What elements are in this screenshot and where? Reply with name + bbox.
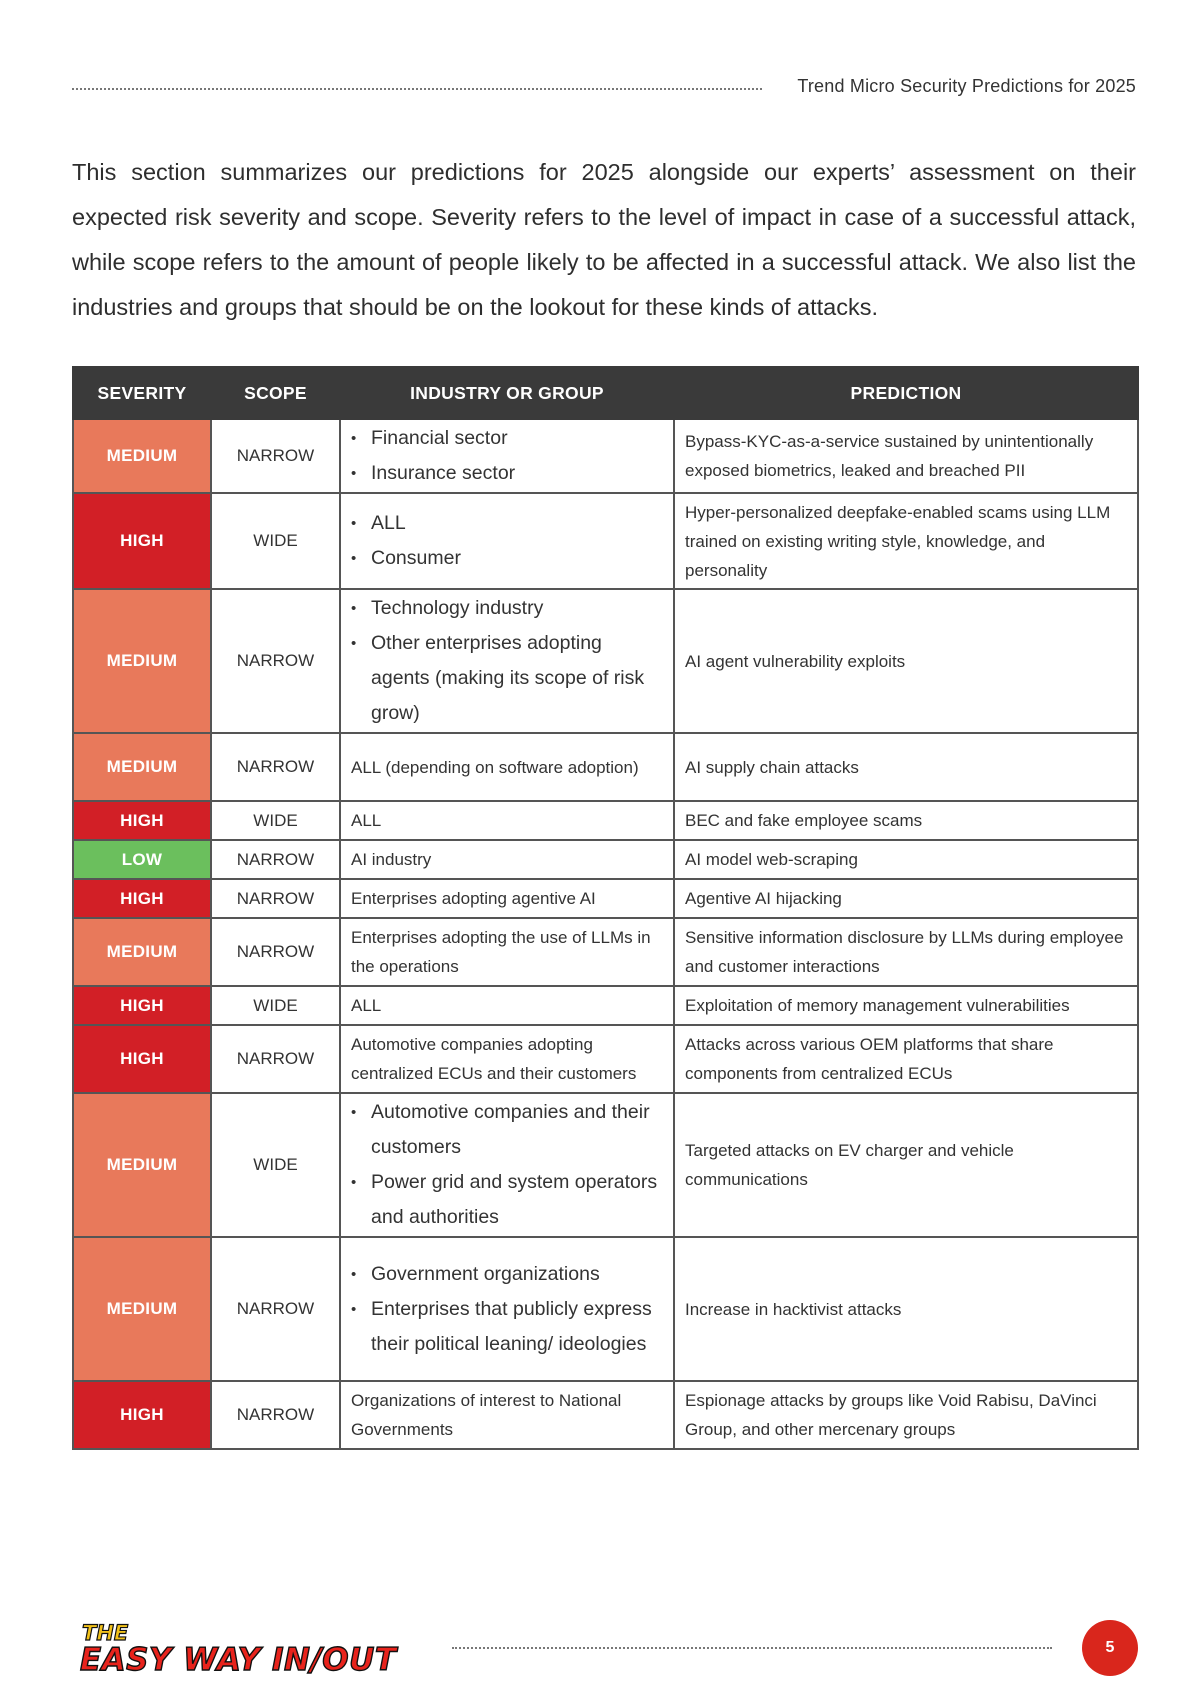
scope-cell: NARROW bbox=[211, 918, 340, 986]
predictions-table bbox=[72, 366, 1139, 1450]
page-number-badge: 5 bbox=[1082, 1620, 1138, 1676]
header-industry: INDUSTRY OR GROUP bbox=[340, 367, 674, 419]
severity-badge: MEDIUM bbox=[73, 589, 211, 733]
table-row bbox=[73, 1237, 1138, 1381]
industry-cell: ALL bbox=[340, 801, 674, 840]
prediction-cell: Targeted attacks on EV charger and vehicle communications bbox=[674, 1093, 1138, 1237]
intro-paragraph: This section summarizes our predictions for 2025 alongside our experts’ assessment on their expected risk severity and scope. Severity refers to the level of impact in case of a successful attack, while scope refers to the amount of people likely to be affected in a successful attack. We also list the industries and groups that should be on the lookout for these kinds of attacks. bbox=[72, 159, 1136, 320]
logo-line1: THE bbox=[82, 1621, 129, 1645]
industry-item: • ALL bbox=[351, 506, 663, 541]
severity-badge: LOW bbox=[73, 840, 211, 879]
scope-cell: WIDE bbox=[211, 986, 340, 1025]
severity-badge: MEDIUM bbox=[73, 918, 211, 986]
prediction-cell: AI agent vulnerability exploits bbox=[674, 589, 1138, 733]
prediction-cell: Sensitive information disclosure by LLMs during employee and customer interactions bbox=[674, 918, 1138, 986]
easy-way-in-out-logo bbox=[78, 1618, 418, 1678]
industry-cell bbox=[340, 419, 674, 493]
industry-item: • Consumer bbox=[351, 541, 663, 576]
scope-cell: NARROW bbox=[211, 589, 340, 733]
industry-item: • Insurance sector bbox=[351, 456, 663, 491]
severity-badge: HIGH bbox=[73, 879, 211, 918]
severity-badge: HIGH bbox=[73, 493, 211, 589]
table-row bbox=[73, 1093, 1138, 1237]
scope-cell: NARROW bbox=[211, 840, 340, 879]
severity-badge: MEDIUM bbox=[73, 419, 211, 493]
prediction-cell: Bypass-KYC-as-a-service sustained by unintentionally exposed biometrics, leaked and breached PII bbox=[674, 419, 1138, 493]
industry-cell: AI industry bbox=[340, 840, 674, 879]
scope-cell: NARROW bbox=[211, 1025, 340, 1093]
header-dotted-rule bbox=[72, 88, 762, 90]
industry-cell: Automotive companies adopting centralized ECUs and their customers bbox=[340, 1025, 674, 1093]
header-prediction: PREDICTION bbox=[674, 367, 1138, 419]
industry-item: • Power grid and system operators and authorities bbox=[351, 1165, 663, 1235]
industry-cell bbox=[340, 493, 674, 589]
industry-cell: ALL bbox=[340, 986, 674, 1025]
logo-line2: EASY WAY IN/OUT bbox=[80, 1642, 397, 1678]
table-row bbox=[73, 1025, 1138, 1093]
table-row bbox=[73, 801, 1138, 840]
prediction-cell: AI supply chain attacks bbox=[674, 733, 1138, 801]
header-severity: SEVERITY bbox=[73, 367, 211, 419]
prediction-cell: AI model web-scraping bbox=[674, 840, 1138, 879]
industry-item: • Other enterprises adopting agents (making its scope of risk grow) bbox=[351, 626, 663, 731]
industry-item: • Automotive companies and their customers bbox=[351, 1095, 663, 1165]
prediction-cell: Increase in hacktivist attacks bbox=[674, 1237, 1138, 1381]
industry-cell: Enterprises adopting agentive AI bbox=[340, 879, 674, 918]
industry-cell bbox=[340, 589, 674, 733]
industry-item: • Enterprises that publicly express their political leaning/ ideologies bbox=[351, 1292, 663, 1362]
running-header-title: Trend Micro Security Predictions for 2025 bbox=[797, 76, 1136, 96]
severity-badge: MEDIUM bbox=[73, 1237, 211, 1381]
industry-cell: Organizations of interest to National Governments bbox=[340, 1381, 674, 1449]
table-row bbox=[73, 493, 1138, 589]
severity-badge: MEDIUM bbox=[73, 1093, 211, 1237]
table-row bbox=[73, 986, 1138, 1025]
severity-badge: HIGH bbox=[73, 986, 211, 1025]
industry-cell: Enterprises adopting the use of LLMs in the operations bbox=[340, 918, 674, 986]
prediction-cell: Espionage attacks by groups like Void Rabisu, DaVinci Group, and other mercenary groups bbox=[674, 1381, 1138, 1449]
table-row bbox=[73, 589, 1138, 733]
severity-badge: HIGH bbox=[73, 1025, 211, 1093]
scope-cell: WIDE bbox=[211, 1093, 340, 1237]
table-header-row bbox=[73, 367, 1138, 419]
footer-dotted-rule bbox=[452, 1647, 1052, 1649]
prediction-cell: Agentive AI hijacking bbox=[674, 879, 1138, 918]
industry-cell bbox=[340, 1237, 674, 1381]
scope-cell: NARROW bbox=[211, 879, 340, 918]
severity-badge: HIGH bbox=[73, 801, 211, 840]
scope-cell: WIDE bbox=[211, 493, 340, 589]
scope-cell: NARROW bbox=[211, 733, 340, 801]
prediction-cell: Exploitation of memory management vulnerabilities bbox=[674, 986, 1138, 1025]
prediction-cell: Hyper-personalized deepfake-enabled scams using LLM trained on existing writing style, knowledge, and personality bbox=[674, 493, 1138, 589]
table-row bbox=[73, 918, 1138, 986]
severity-badge: HIGH bbox=[73, 1381, 211, 1449]
prediction-cell: Attacks across various OEM platforms that share components from centralized ECUs bbox=[674, 1025, 1138, 1093]
prediction-cell: BEC and fake employee scams bbox=[674, 801, 1138, 840]
industry-item: • Government organizations bbox=[351, 1257, 663, 1292]
table-row bbox=[73, 879, 1138, 918]
severity-badge: MEDIUM bbox=[73, 733, 211, 801]
industry-cell bbox=[340, 1093, 674, 1237]
scope-cell: NARROW bbox=[211, 419, 340, 493]
header-scope: SCOPE bbox=[211, 367, 340, 419]
scope-cell: WIDE bbox=[211, 801, 340, 840]
table-row bbox=[73, 1381, 1138, 1449]
table-row bbox=[73, 840, 1138, 879]
industry-item: • Technology industry bbox=[351, 591, 663, 626]
scope-cell: NARROW bbox=[211, 1381, 340, 1449]
table-row bbox=[73, 733, 1138, 801]
industry-cell: ALL (depending on software adoption) bbox=[340, 733, 674, 801]
industry-item: • Financial sector bbox=[351, 421, 663, 456]
table-row bbox=[73, 419, 1138, 493]
scope-cell: NARROW bbox=[211, 1237, 340, 1381]
